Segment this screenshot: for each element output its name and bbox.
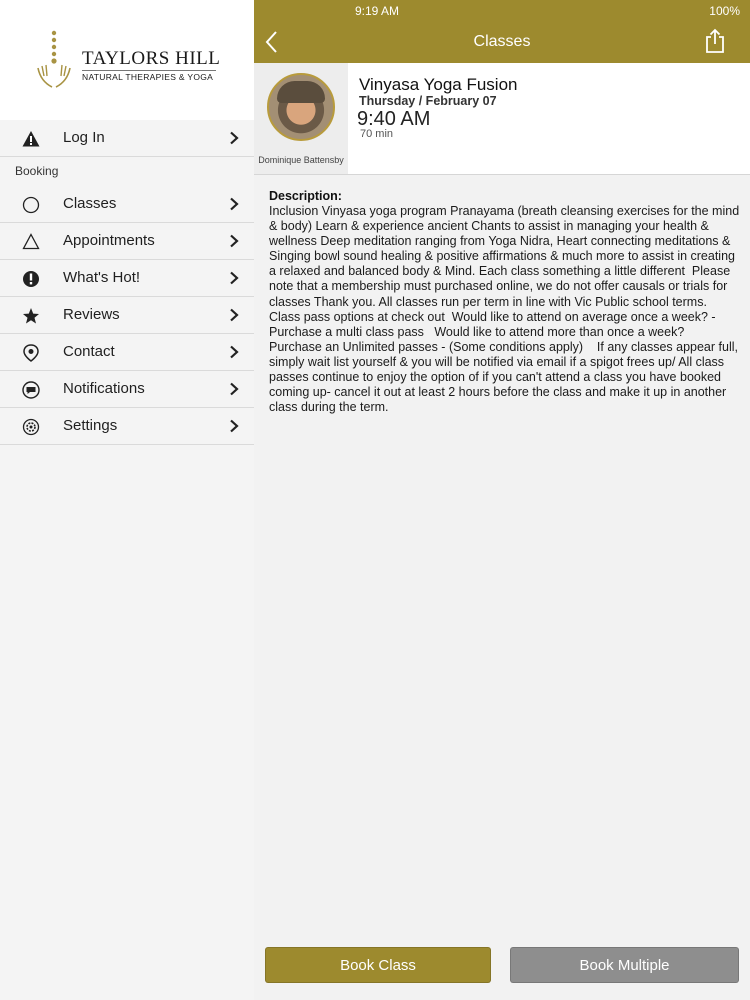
class-time: 9:40 AM [357,108,431,130]
sidebar-item-label: Classes [63,195,117,212]
class-date: Thursday / February 07 [359,94,497,108]
page-title: Classes [473,33,531,50]
chevron-right-icon [228,234,240,248]
warning-icon [22,130,40,148]
book-class-button[interactable]: Book Class [265,947,491,983]
chevron-right-icon [228,197,240,211]
chevron-right-icon [228,345,240,359]
description-text: Inclusion Vinyasa yoga program Pranayama (breath cleansing exercises for the mind & body) Learn & experience ancient Chants to assist in managing your health & wellness Deep meditation ranging from Yoga Nidra, Heart connecting meditations & Singing bowl sound healing & positive affirmations & much more to assist in creating a relaxed and balanced body & Mind. Each class something a little different Please note that a membership must purchased online, we do not offer causals or trials for classes Thank you. All classes run per term in line with Vic Public school terms. Class pass options at check out Would like to attend on average once a week? - Purchase a multi class pass Would like to attend more than once a week? Purchase an Unlimited passes - (Some conditions apply) If any classes appear full, simply wait list yourself & you will be notified via email if a spigot frees up/ All class passes continue to enjoy the option of if you can't attend a class you have booked coming up- cancel it out at least 2 hours before the class and make it up in another class during the term. [269,204,743,415]
brand-logo [0,0,254,120]
chat-bubble-icon [22,381,40,399]
sidebar-item-login[interactable] [0,120,254,157]
circle-icon [22,196,40,214]
sidebar-item-whats-hot[interactable] [0,260,254,297]
section-label-booking: Booking [15,164,59,178]
sidebar-item-label: Reviews [63,306,120,323]
triangle-icon [22,233,40,251]
class-title: Vinyasa Yoga Fusion [359,75,518,94]
instructor-name: Dominique Battensby [258,155,344,165]
chevron-right-icon [228,131,240,145]
lotus-logo-icon [34,30,74,90]
sidebar-item-label: Appointments [63,232,155,249]
sidebar-item-label: Log In [63,129,105,146]
sidebar-item-label: Settings [63,417,118,434]
sidebar [0,0,254,1000]
chevron-right-icon [228,382,240,396]
alert-icon [22,270,40,288]
sidebar-item-contact[interactable] [0,334,254,371]
chevron-right-icon [228,308,240,322]
class-header [254,63,750,175]
sidebar-item-notifications[interactable] [0,371,254,408]
instructor-avatar[interactable] [267,73,335,141]
chevron-right-icon [228,419,240,433]
instructor-panel [254,63,348,174]
status-battery: 100% [709,4,740,18]
description-heading: Description: [269,189,342,203]
book-multiple-button[interactable]: Book Multiple [510,947,739,983]
location-pin-icon [22,344,40,362]
sidebar-item-classes[interactable] [0,186,254,223]
sidebar-item-appointments[interactable] [0,223,254,260]
share-icon[interactable] [704,28,726,54]
gear-icon [22,418,40,436]
sidebar-item-label: Contact [63,343,115,360]
sidebar-item-settings[interactable] [0,408,254,445]
brand-divider [82,70,216,71]
nav-bar [254,0,750,63]
class-duration: 70 min [360,128,394,140]
sidebar-item-reviews[interactable] [0,297,254,334]
class-detail-panel [254,0,750,1000]
status-time: 9:19 AM [354,4,400,18]
brand-tagline: NATURAL THERAPIES & YOGA [82,72,214,82]
sidebar-item-label: Notifications [63,380,145,397]
brand-name: TAYLORS HILL [82,48,221,69]
sidebar-item-label: What's Hot! [63,269,141,286]
star-icon [22,307,40,325]
chevron-right-icon [228,271,240,285]
